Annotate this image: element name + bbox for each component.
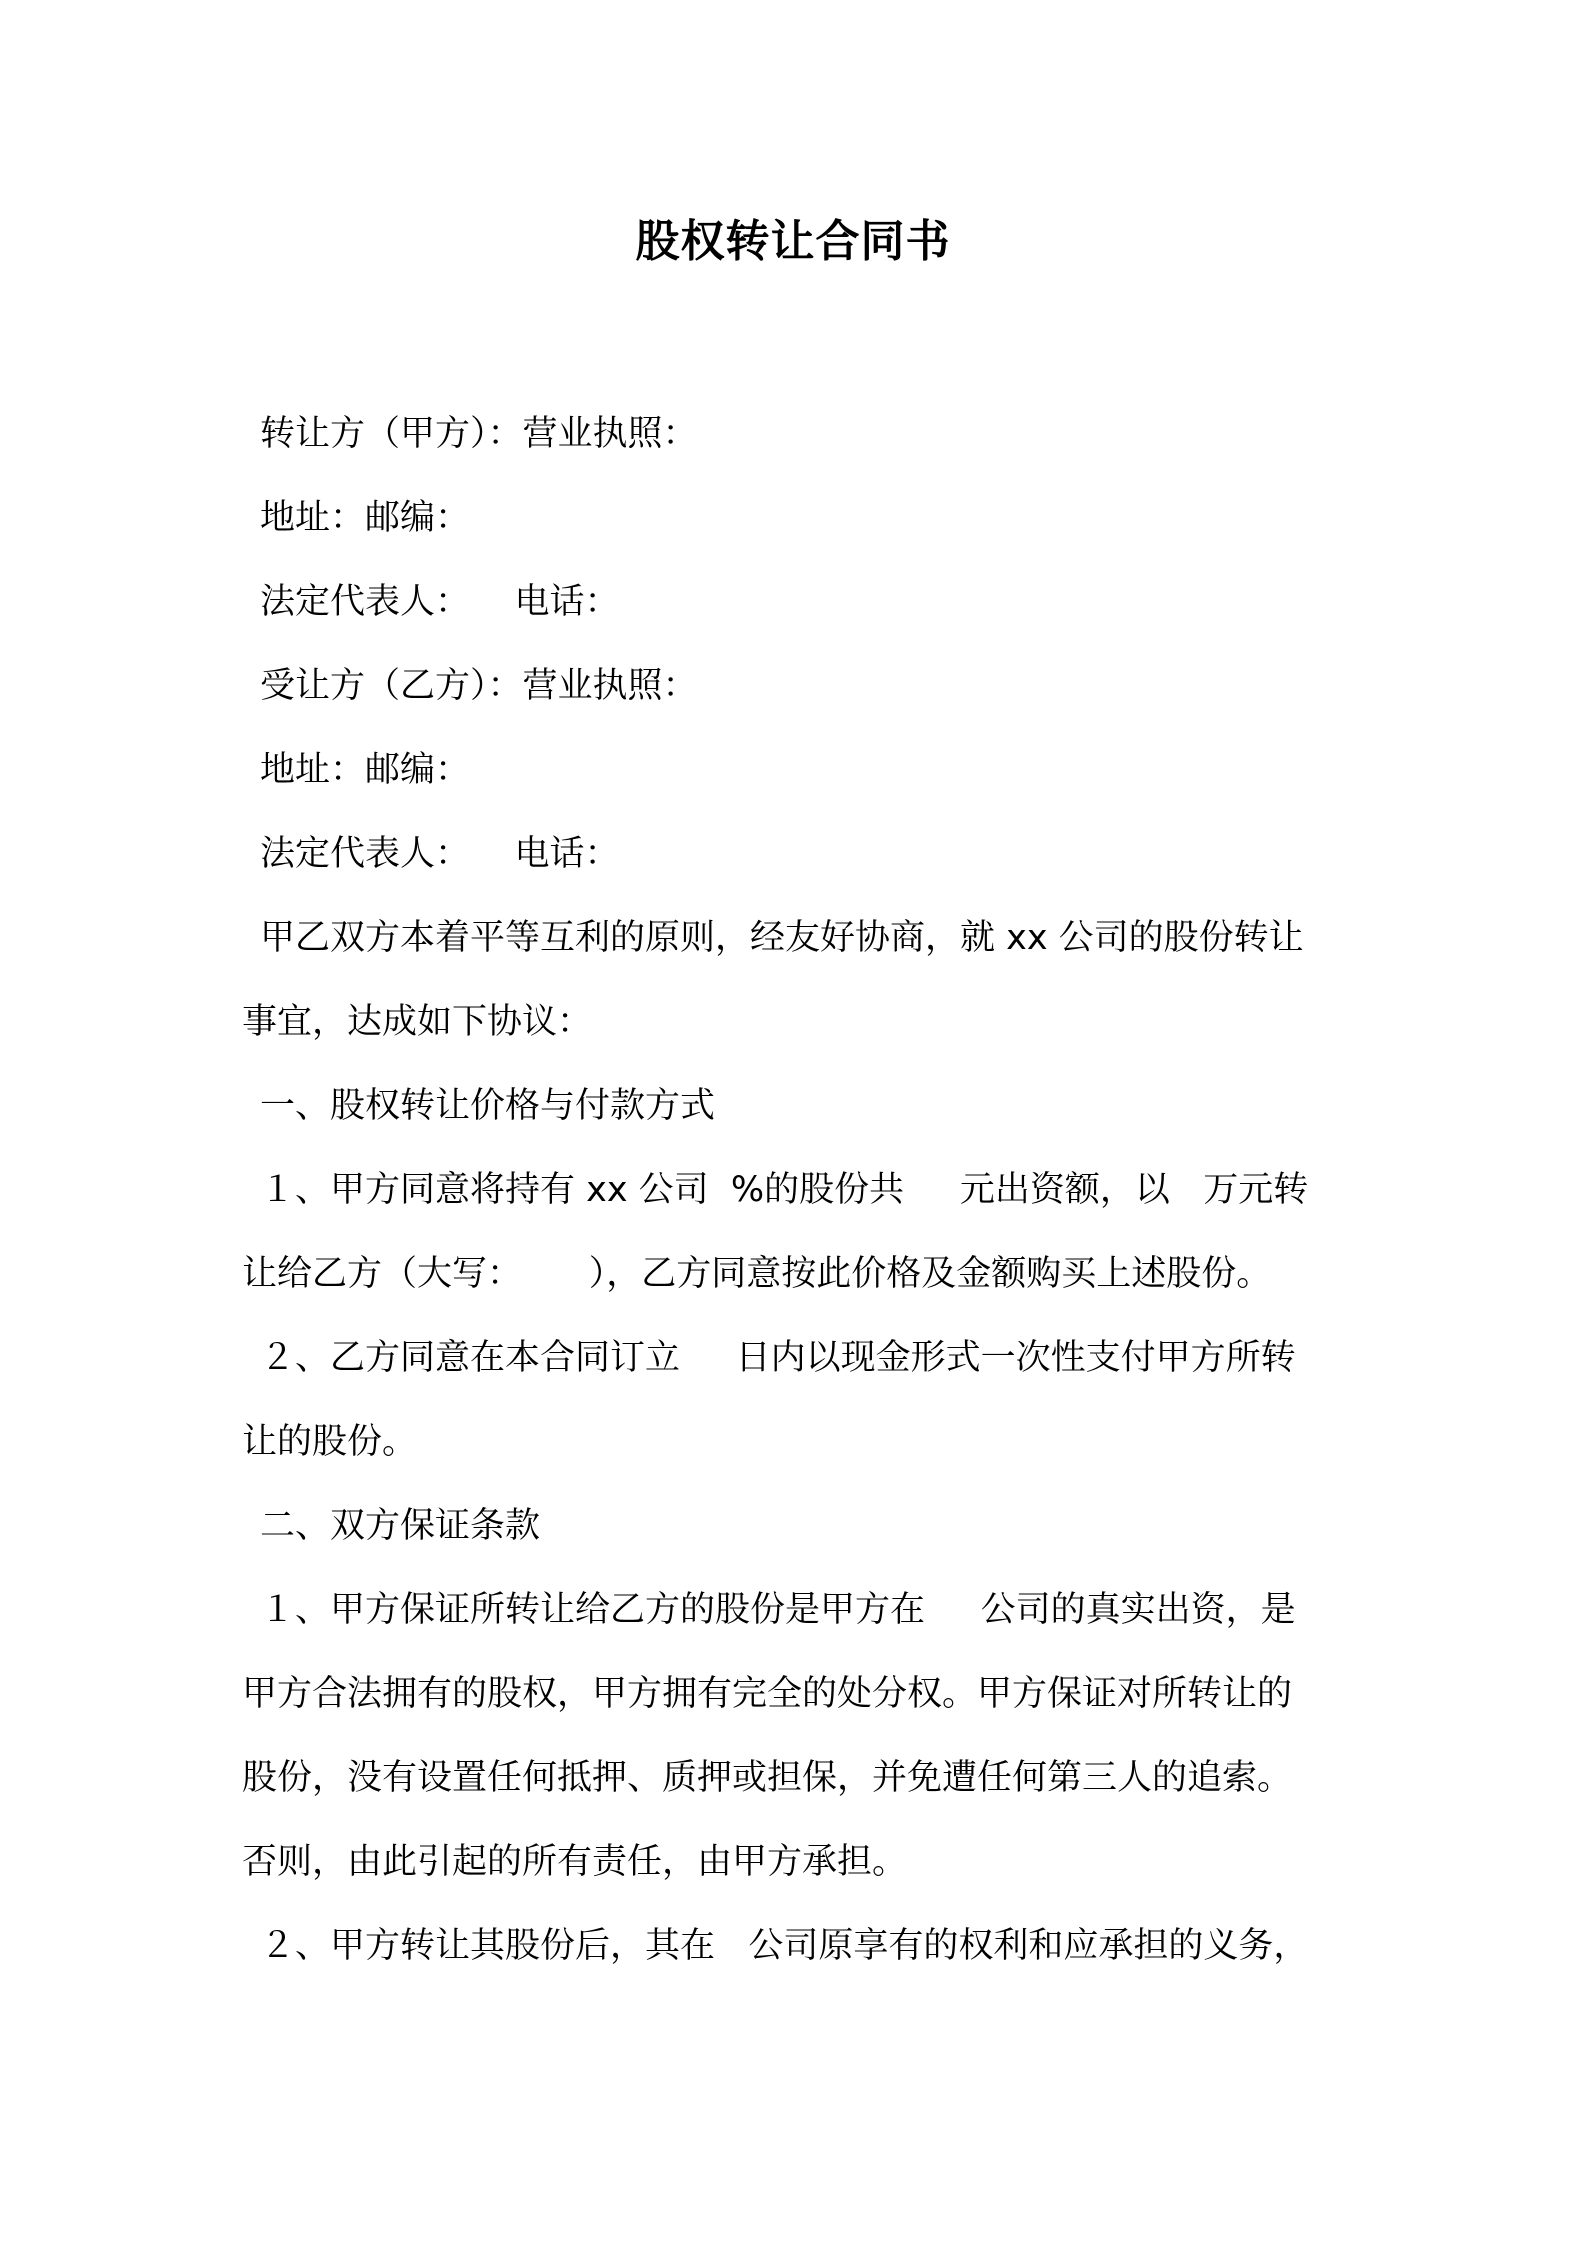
preamble-line-2: 事宜，达成如下协议： [242, 1002, 593, 1042]
clause-1-1-line-1: １、甲方同意将持有 xx 公司 %的股份共 元出资额，以 万元转 [260, 1170, 1309, 1210]
preamble-line-1: 甲乙双方本着平等互利的原则，经友好协商，就 xx 公司的股份转让 [260, 918, 1304, 958]
clause-1-2-line-2: 让的股份。 [242, 1422, 418, 1462]
transferor-representative-line: 法定代表人： 电话： [260, 582, 620, 622]
transferee-representative-line: 法定代表人： 电话： [260, 834, 620, 874]
clause-2-1-line-4: 否则，由此引起的所有责任，由甲方承担。 [242, 1842, 908, 1882]
section-heading-1: 一、股权转让价格与付款方式 [260, 1086, 716, 1126]
document-title: 股权转让合同书 [635, 216, 951, 267]
transferor-address-line: 地址：邮编： [260, 498, 471, 538]
clause-2-1-line-3: 股份，没有设置任何抵押、质押或担保，并免遭任何第三人的追索。 [242, 1758, 1293, 1798]
clause-2-1-line-1: １、甲方保证所转让给乙方的股份是甲方在 公司的真实出资，是 [260, 1590, 1296, 1630]
transferee-address-line: 地址：邮编： [260, 750, 471, 790]
section-heading-2: 二、双方保证条款 [260, 1506, 541, 1546]
clause-1-1-line-2: 让给乙方（大写： ），乙方同意按此价格及金额购买上述股份。 [242, 1254, 1272, 1294]
clause-2-1-line-2: 甲方合法拥有的股权，甲方拥有完全的处分权。甲方保证对所转让的 [242, 1674, 1293, 1714]
transferee-line: 受让方（乙方）：营业执照： [260, 666, 698, 706]
clause-2-2-line-1: ２、甲方转让其股份后，其在 公司原享有的权利和应承担的义务， [260, 1926, 1309, 1966]
transferor-line: 转让方（甲方）：营业执照： [260, 414, 698, 454]
clause-1-2-line-1: ２、乙方同意在本合同订立 日内以现金形式一次性支付甲方所转 [260, 1338, 1296, 1378]
